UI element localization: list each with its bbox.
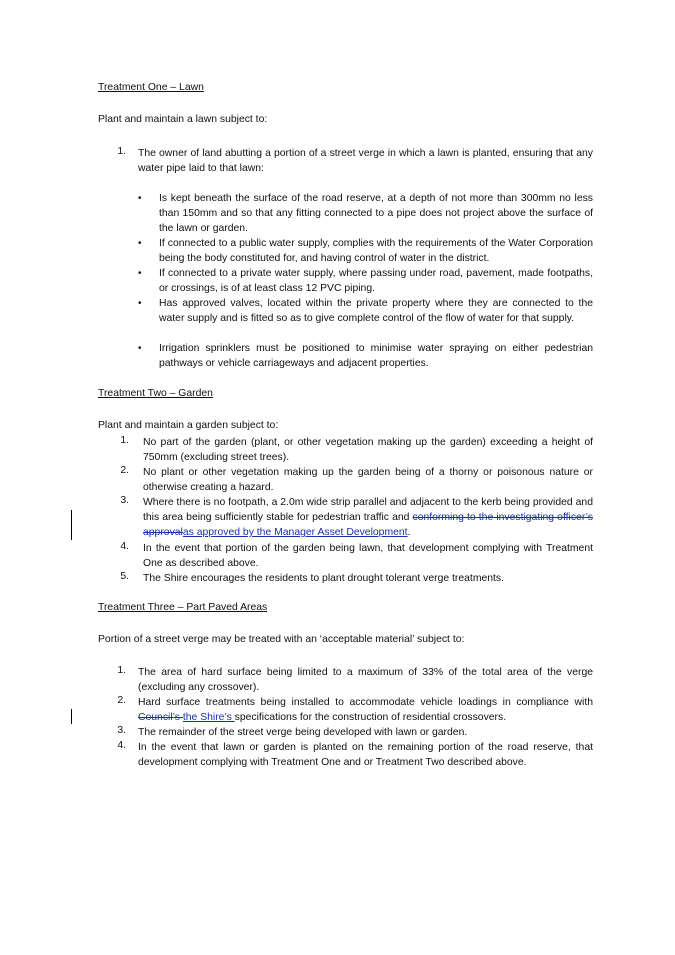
treatment-one-bullet-2: If connected to a public water supply, complies with the requirements of the Water Corporation being the body constituted for, and having control of water in the district. bbox=[159, 238, 593, 264]
treatment-two-item-5-text: The Shire encourages the residents to plant drought tolerant verge treatments. bbox=[143, 573, 504, 584]
tracked-deletion: conforming to the investigating officer’s approval bbox=[143, 512, 593, 538]
treatment-three-item-4-text: In the event that lawn or garden is planted on the remaining portion of the road reserve, that development complying with Treatment One and or Treatment Two described above. bbox=[138, 742, 593, 768]
treatment-one-intro: Plant and maintain a lawn subject to: bbox=[98, 114, 268, 125]
treatment-three-item-3-number: 3. bbox=[117, 725, 126, 736]
treatment-one-bullet-4: Has approved valves, located within the private property where they are connected to the water supply and is fitted so as to give complete control of the flow of water for that supply. bbox=[159, 298, 593, 324]
treatment-two-item-1-text: No part of the garden (plant, or other vegetation making up the garden) exceeding a height of 750mm (excluding street trees). bbox=[143, 437, 593, 463]
item-text-end: . bbox=[407, 527, 411, 538]
treatment-one-item-number: 1. bbox=[117, 146, 126, 157]
tracked-insertion: the Shire’s bbox=[182, 712, 235, 723]
treatment-one-heading: Treatment One – Lawn bbox=[98, 82, 204, 93]
treatment-three-item-3-text: The remainder of the street verge being developed with lawn or garden. bbox=[138, 727, 468, 738]
item-text-original: Hard surface treatments being installed to accommodate vehicle loadings in compliance with bbox=[138, 697, 593, 708]
treatment-two-item-2-text: No plant or other vegetation making up the garden being of a thorny or poisonous nature or otherwise creating a hazard. bbox=[143, 467, 593, 493]
treatment-two-item-3-number: 3. bbox=[120, 495, 129, 506]
treatment-one-bullet-3: If connected to a private water supply, where passing under road, pavement, made footpaths, or crossings, is of at least class 12 PVC piping. bbox=[159, 268, 593, 294]
change-bar bbox=[71, 510, 72, 540]
bullet-marker: • bbox=[138, 193, 142, 204]
treatment-three-item-4-number: 4. bbox=[117, 740, 126, 751]
bullet-marker: • bbox=[138, 343, 142, 354]
treatment-two-item-1-number: 1. bbox=[120, 435, 129, 446]
treatment-two-item-4-number: 4. bbox=[120, 541, 129, 552]
change-bar bbox=[71, 709, 72, 724]
treatment-three-heading: Treatment Three – Part Paved Areas bbox=[98, 602, 268, 613]
tracked-insertion: as approved by the Manager Asset Development bbox=[182, 527, 408, 538]
treatment-one-item-text: The owner of land abutting a portion of a street verge in which a lawn is planted, ensuring that any water pipe laid to that lawn: bbox=[138, 148, 593, 174]
item-text-original: Where there is no footpath, a 2.0m wide strip parallel and adjacent to the kerb being provided and this area being sufficiently stable for pedestrian traffic and bbox=[143, 497, 593, 523]
bullet-marker: • bbox=[138, 268, 142, 279]
treatment-one-bullet-5: Irrigation sprinklers must be positioned to minimise water spraying on either pedestrian pathways or vehicle carriageways and adjacent properties. bbox=[159, 343, 593, 369]
treatment-three-item-2-number: 2. bbox=[117, 695, 126, 706]
treatment-two-heading: Treatment Two – Garden bbox=[98, 388, 213, 399]
treatment-three-item-2-text bbox=[138, 695, 593, 725]
bullet-marker: • bbox=[138, 298, 142, 309]
item-text-end: specifications for the construction of residential crossovers. bbox=[234, 712, 507, 723]
treatment-two-intro: Plant and maintain a garden subject to: bbox=[98, 420, 279, 431]
treatment-three-item-1-number: 1. bbox=[117, 665, 126, 676]
treatment-two-item-2-number: 2. bbox=[120, 465, 129, 476]
treatment-one-bullet-1: Is kept beneath the surface of the road reserve, at a depth of not more than 300mm no less than 150mm and so that any fitting connected to a pipe does not project above the surface of the lawn or garden. bbox=[159, 193, 593, 234]
bullet-marker: • bbox=[138, 238, 142, 249]
treatment-three-item-1-text: The area of hard surface being limited to a maximum of 33% of the total area of the verge (excluding any crossover). bbox=[138, 667, 593, 693]
treatment-three-intro: Portion of a street verge may be treated with an ‘acceptable material’ subject to: bbox=[98, 634, 465, 645]
treatment-two-item-5-number: 5. bbox=[120, 571, 129, 582]
treatment-two-item-3-text bbox=[143, 495, 593, 540]
treatment-two-item-4-text: In the event that portion of the garden being lawn, that development complying with Treatment One as described above. bbox=[143, 543, 593, 569]
tracked-deletion: Council’s bbox=[138, 712, 183, 723]
